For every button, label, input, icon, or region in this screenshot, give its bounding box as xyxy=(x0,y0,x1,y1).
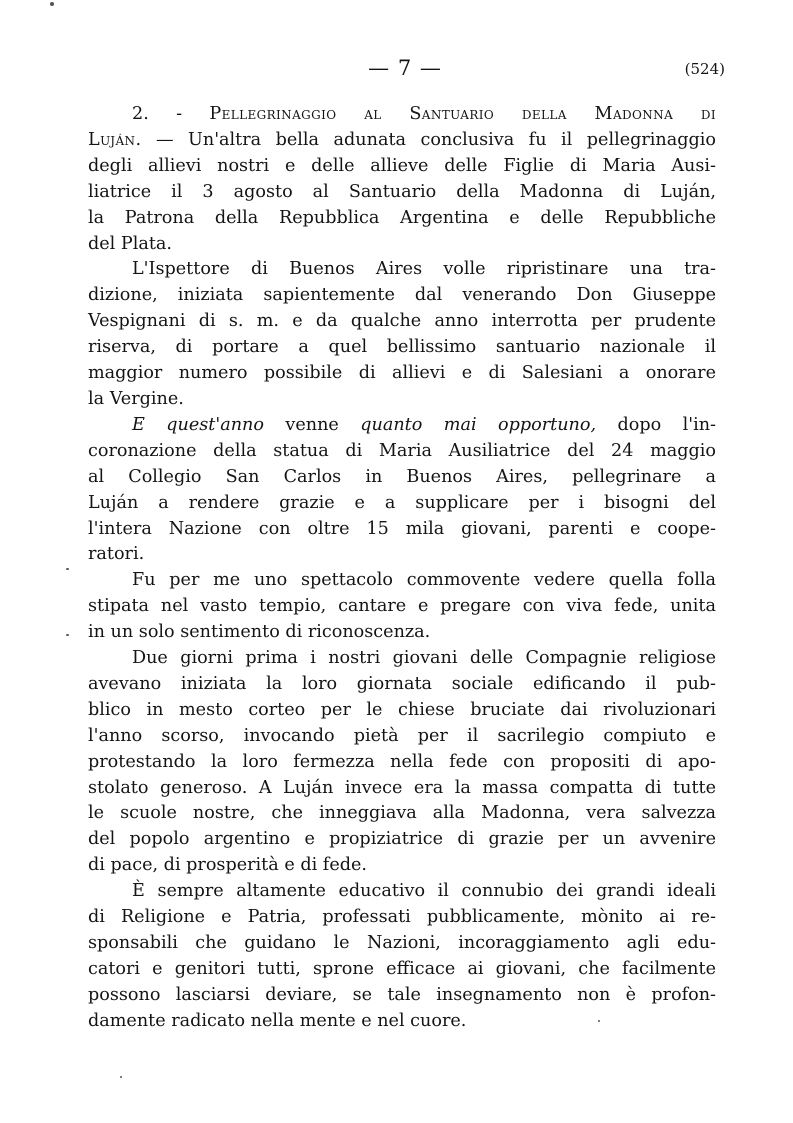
text-line: riserva, di portare a quel bellissimo santuario nazionale il xyxy=(88,337,716,358)
scan-speck xyxy=(120,1076,122,1078)
text-line-content: — Un'altra bella adunata conclusiva fu il pellegrinaggio xyxy=(141,129,716,150)
text-line: le scuole nostre, che inneggiava alla Madonna, vera salvezza xyxy=(88,803,716,824)
text-line: in un solo sentimento di riconoscenza. xyxy=(88,622,431,643)
section-paragraph-5 xyxy=(88,646,716,879)
text-line: del Plata. xyxy=(88,233,172,254)
scan-speck xyxy=(50,2,54,6)
text-line: L'Ispettore di Buenos Aires volle ripristinare una tra- xyxy=(132,259,716,280)
text-line: protestando la loro fermezza nella fede con propositi di apo- xyxy=(88,751,716,772)
body-text xyxy=(88,102,716,1035)
scan-speck xyxy=(66,568,69,570)
section-paragraph-3 xyxy=(88,413,716,568)
section-paragraph-4 xyxy=(88,568,716,646)
italic-text: E quest'anno xyxy=(132,414,264,435)
text-line: coronazione della statua di Maria Ausiliatrice del 24 maggio xyxy=(88,440,716,461)
text-line: dizione, iniziata sapientemente dal venerando Don Giuseppe xyxy=(88,285,716,306)
text-line: blico in mesto corteo per le chiese bruciate dai rivoluzionari xyxy=(88,699,716,720)
section-heading-title: Pellegrinaggio al Santuario della Madonna di xyxy=(209,104,716,124)
text-line: l'intera Nazione con oltre 15 mila giovani, parenti e coope- xyxy=(88,518,716,539)
text-line: damente radicato nella mente e nel cuore. xyxy=(88,1010,467,1031)
text-line: stipata nel vasto tempio, cantare e pregare con viva fede, unita xyxy=(88,596,716,617)
text-line: avevano iniziata la loro giornata sociale edificando il pub- xyxy=(88,673,716,694)
page-reference-number: (524) xyxy=(684,60,725,78)
text-line: Vespignani di s. m. e da qualche anno interrotta per prudente xyxy=(88,311,716,332)
text-line: la Patrona della Repubblica Argentina e delle Repubbliche xyxy=(88,207,716,228)
section-paragraph-1 xyxy=(88,102,716,257)
text-line-content: dopo l'in- xyxy=(596,414,716,435)
text-line: possono lasciarsi deviare, se tale insegnamento non è profon- xyxy=(88,984,716,1005)
text-line: sponsabili che guidano le Nazioni, incoraggiamento agli edu- xyxy=(88,933,716,953)
text-line: l'anno scorso, invocando pietà per il sacrilegio compiuto e xyxy=(88,725,716,746)
page-header xyxy=(0,56,793,86)
text-line: degli allievi nostri e delle allieve delle Figlie di Maria Ausi- xyxy=(88,155,716,176)
text-line: al Collegio San Carlos in Buenos Aires, pellegrinare a xyxy=(88,466,716,487)
section-paragraph-2 xyxy=(88,257,716,412)
text-line xyxy=(88,102,716,128)
text-line: la Vergine. xyxy=(88,388,184,409)
text-line: Luján a rendere grazie e a supplicare per i bisogni del xyxy=(88,492,716,513)
section-heading-title-cont: Luján. xyxy=(88,129,142,150)
page-number: — 7 — xyxy=(368,56,442,80)
section-paragraph-6 xyxy=(88,879,716,1034)
text-line: ratori. xyxy=(88,544,145,565)
text-line-content: venne xyxy=(263,414,361,435)
text-line: Due giorni prima i nostri giovani delle Compagnie religiose xyxy=(132,648,716,669)
scan-speck xyxy=(66,634,69,636)
text-line: di pace, di prosperità e di fede. xyxy=(88,855,368,876)
italic-text: quanto mai opportuno, xyxy=(360,414,597,435)
text-line: Fu per me uno spettacolo commovente vedere quella folla xyxy=(132,570,716,591)
text-line: del popolo argentino e propiziatrice di grazie per un avvenire xyxy=(88,829,716,850)
text-line: maggior numero possibile di allievi e di Salesiani a onorare xyxy=(88,363,716,384)
text-line: È sempre altamente educativo il connubio dei grandi ideali xyxy=(132,881,716,902)
section-heading-number: 2. - xyxy=(132,104,210,124)
text-line: catori e genitori tutti, sprone efficace ai giovani, che facilmente xyxy=(88,958,716,979)
text-line xyxy=(88,128,716,154)
text-line: di Religione e Patria, professati pubblicamente, mònito ai re- xyxy=(88,907,716,928)
text-line: liatrice il 3 agosto al Santuario della Madonna di Luján, xyxy=(88,181,716,202)
scan-speck xyxy=(598,1020,600,1022)
text-line xyxy=(88,413,716,439)
text-line: stolato generoso. A Luján invece era la massa compatta di tutte xyxy=(88,777,716,798)
